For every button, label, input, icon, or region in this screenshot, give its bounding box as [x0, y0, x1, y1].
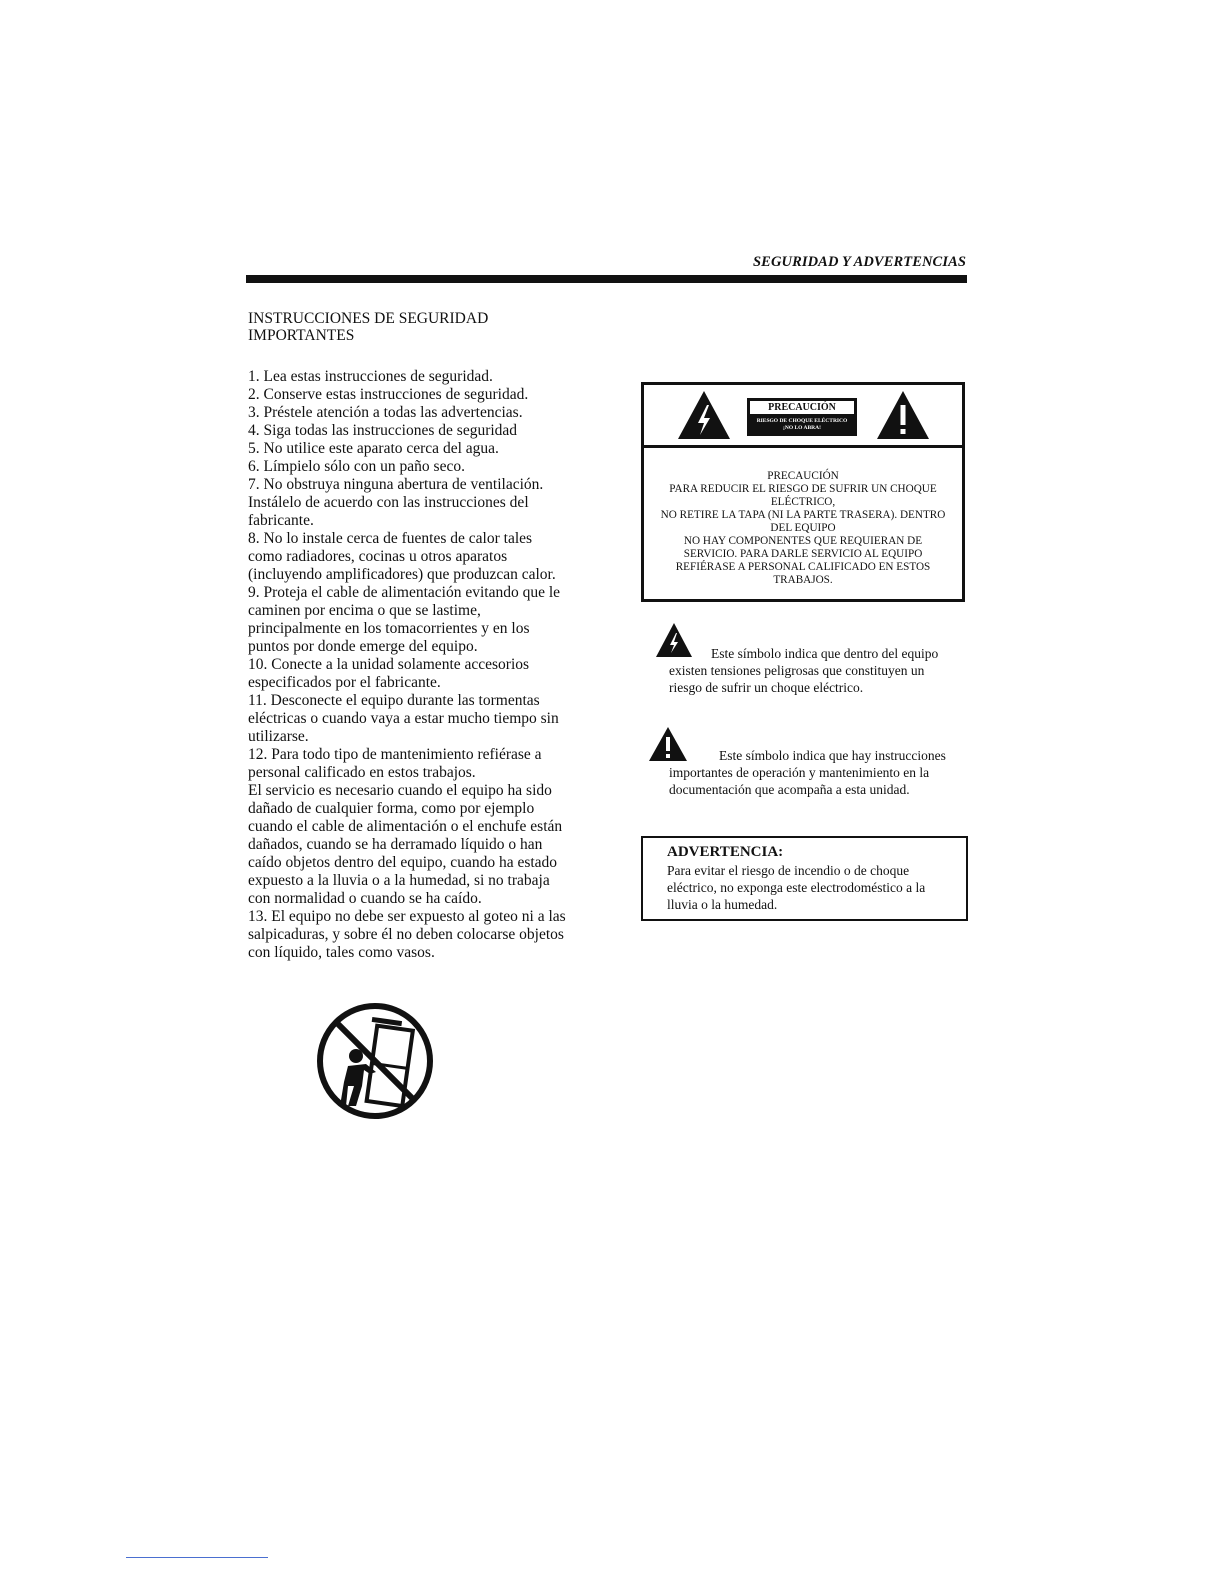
instruction-line: dañado de cualquier forma, como por ejemplo: [248, 800, 535, 817]
warning-line: Para evitar el riesgo de incendio o de choque: [667, 863, 910, 878]
instruction-line: 10. Conecte a la unidad solamente accesorios: [248, 656, 530, 673]
caution-text-line: NO HAY COMPONENTES QUE REQUIERAN DE: [683, 535, 923, 547]
instruction-line: utilizarse.: [248, 728, 309, 745]
caution-text-line: PARA REDUCIR EL RIESGO DE SUFRIR UN CHOQUE: [669, 483, 937, 495]
instructions-title: [248, 310, 488, 344]
header-rule: [246, 275, 967, 283]
instruction-line: 9. Proteja el cable de alimentación evitando que le: [248, 584, 561, 601]
caution-text: [644, 470, 962, 587]
instruction-line: 6. Límpielo sólo con un paño seco.: [248, 458, 465, 475]
lightning-bolt-warning-icon: [676, 389, 732, 446]
caution-text-line: REFIÉRASE A PERSONAL CALIFICADO EN ESTOS: [675, 561, 931, 573]
caution-label: [747, 398, 857, 436]
instruction-line: 1. Lea estas instrucciones de seguridad.: [248, 368, 493, 385]
symbol1-line: riesgo de sufrir un choque eléctrico.: [669, 680, 864, 695]
instruction-line: caminen por encima o que se lastime,: [248, 602, 481, 619]
instruction-line: personal calificado en estos trabajos.: [248, 764, 476, 781]
warning-box: [641, 836, 968, 921]
warning-line: eléctrico, no exponga este electrodoméstico a la: [667, 880, 926, 895]
no-cart-tip-over-icon: [316, 1002, 434, 1125]
instruction-line: 7. No obstruya ninguna abertura de ventilación.: [248, 476, 544, 493]
instruction-line: Instálelo de acuerdo con las instrucciones del: [248, 494, 529, 511]
instruction-line: 5. No utilice este aparato cerca del agua.: [248, 440, 499, 457]
section-title: SEGURIDAD Y ADVERTENCIAS: [753, 254, 966, 270]
instruction-line: con líquido, tales como vasos.: [248, 944, 435, 961]
instructions-list: [248, 368, 578, 962]
instruction-line: 3. Préstele atención a todas las advertencias.: [248, 404, 523, 421]
exclamation-warning-icon: [875, 389, 931, 446]
warning-line: lluvia o la humedad.: [667, 897, 778, 912]
symbol1-line: existen tensiones peligrosas que constituyen un: [669, 663, 925, 678]
caution-box: [641, 382, 965, 602]
instruction-line: 13. El equipo no debe ser expuesto al goteo ni a las: [248, 908, 566, 925]
instruction-line: como radiadores, cocinas u otros aparatos: [248, 548, 508, 565]
caution-text-line: TRABAJOS.: [773, 574, 833, 586]
caution-text-line: NO RETIRE LA TAPA (NI LA PARTE TRASERA). DENTRO: [660, 509, 946, 521]
instruction-line: cuando el cable de alimentación o el enchufe están: [248, 818, 563, 835]
instruction-line: (incluyendo amplificadores) que produzcan calor.: [248, 566, 556, 583]
caution-text-line: ELÉCTRICO,: [770, 496, 836, 508]
instruction-line: El servicio es necesario cuando el equipo ha sido: [248, 782, 552, 799]
instructions-title-line: IMPORTANTES: [248, 327, 355, 344]
symbol2-description: [669, 747, 946, 798]
instruction-line: salpicaduras, y sobre él no deben colocarse objetos: [248, 926, 564, 943]
instruction-line: fabricante.: [248, 512, 314, 529]
symbol2-line: Este símbolo indica que hay instrucciones: [719, 748, 946, 763]
warning-text: [667, 862, 925, 913]
warning-title: ADVERTENCIA:: [667, 844, 784, 860]
symbol1-line: Este símbolo indica que dentro del equipo: [711, 646, 939, 661]
instruction-line: 11. Desconecte el equipo durante las tormentas: [248, 692, 540, 709]
instruction-line: principalmente en los tomacorrientes y en los: [248, 620, 530, 637]
caution-label-title: PRECAUCIÓN: [750, 401, 854, 414]
instruction-line: eléctricas o cuando vaya a estar mucho tiempo sin: [248, 710, 559, 727]
caution-label-subtitle: ¡NO LO ABRA!: [783, 425, 821, 431]
instruction-line: caído objetos dentro del equipo, cuando ha estado: [248, 854, 558, 871]
symbol1-description: [669, 645, 938, 696]
instruction-line: especificados por el fabricante.: [248, 674, 441, 691]
caution-label-subtitle: RIESGO DE CHOQUE ELÉCTRICO: [756, 418, 848, 424]
instruction-line: puntos por donde emerge del equipo.: [248, 638, 478, 655]
instructions-title-line: INSTRUCCIONES DE SEGURIDAD: [248, 310, 489, 327]
caution-text-line: DEL EQUIPO: [770, 522, 836, 534]
symbol2-line: importantes de operación y mantenimiento en la: [669, 765, 930, 780]
footer-rule: [126, 1557, 268, 1558]
instruction-line: 2. Conserve estas instrucciones de seguridad.: [248, 386, 529, 403]
symbol2-line: documentación que acompaña a esta unidad.: [669, 782, 910, 797]
instruction-line: 12. Para todo tipo de mantenimiento refiérase a: [248, 746, 542, 763]
instruction-line: 4. Siga todas las instrucciones de seguridad: [248, 422, 518, 439]
instruction-line: dañados, cuando se ha derramado líquido o han: [248, 836, 543, 853]
caution-divider: [644, 445, 962, 448]
instruction-line: expuesto a la lluvia o a la humedad, si no trabaja: [248, 872, 550, 889]
caution-text-line: PRECAUCIÓN: [767, 470, 839, 482]
caution-text-line: SERVICIO. PARA DARLE SERVICIO AL EQUIPO: [683, 548, 923, 560]
instruction-line: con normalidad o cuando se ha caído.: [248, 890, 482, 907]
instruction-line: 8. No lo instale cerca de fuentes de calor tales: [248, 530, 533, 547]
